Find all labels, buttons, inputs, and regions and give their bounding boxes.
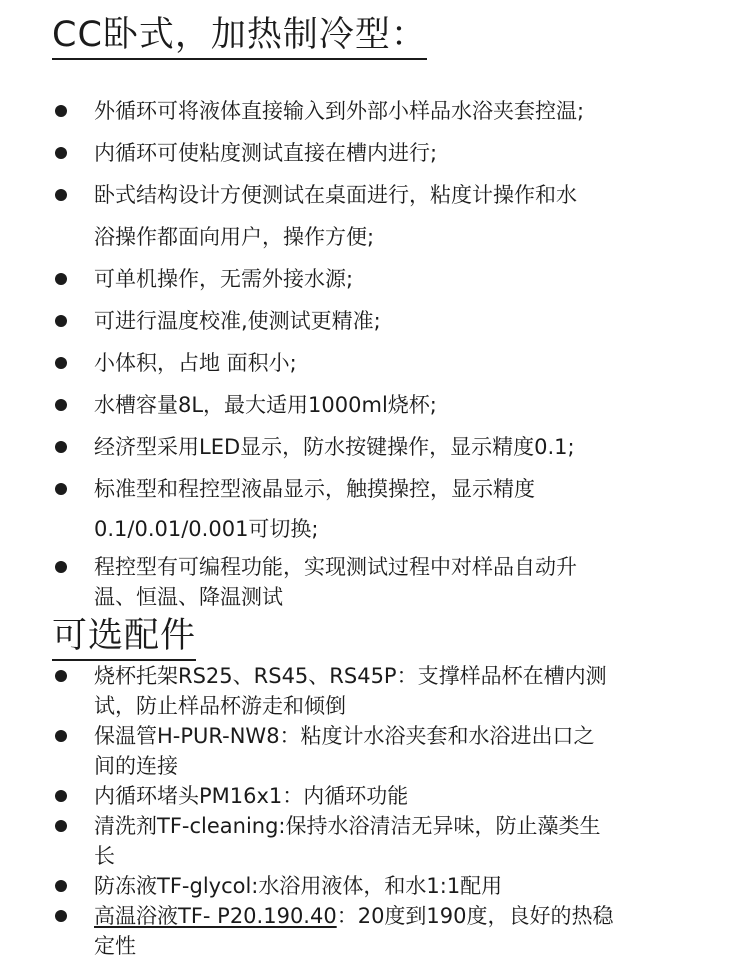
feature-text-line: 可进行温度校准,使测试更精准; bbox=[94, 309, 381, 333]
bullet-icon bbox=[55, 880, 67, 892]
accessory-text-line: 防冻液TF-glycol:水浴用液体，和水1:1配用 bbox=[94, 874, 503, 898]
feature-item bbox=[0, 258, 694, 300]
accessory-text-line: 长 bbox=[94, 844, 115, 868]
bullet-icon bbox=[55, 820, 67, 832]
bullet-icon bbox=[55, 147, 67, 159]
feature-text-line: 卧式结构设计方便测试在桌面进行，粘度计操作和水 bbox=[94, 183, 577, 207]
feature-text-line: 水槽容量8L，最大适用1000ml烧杯; bbox=[94, 393, 437, 417]
feature-text-line: 外循环可将液体直接输入到外部小样品水浴夹套控温; bbox=[94, 99, 585, 123]
bullet-icon bbox=[55, 273, 67, 285]
feature-text-line: 可单机操作，无需外接水源; bbox=[94, 267, 354, 291]
bullet-icon bbox=[55, 561, 67, 573]
accessory-text-line: 内循环堵头PM16x1：内循环功能 bbox=[94, 784, 409, 808]
feature-text-line: 0.1/0.01/0.001可切换; bbox=[94, 517, 319, 541]
accessory-text-line: 保温管H-PUR-NW8：粘度计水浴夹套和水浴进出口之 bbox=[94, 724, 595, 748]
bullet-icon bbox=[55, 483, 67, 495]
bullet-icon bbox=[55, 399, 67, 411]
bullet-icon bbox=[55, 790, 67, 802]
bullet-icon bbox=[55, 910, 67, 922]
accessory-item bbox=[0, 811, 694, 871]
bullet-icon bbox=[55, 670, 67, 682]
bullet-icon bbox=[55, 441, 67, 453]
accessory-item bbox=[0, 661, 694, 721]
feature-text-line: 内循环可使粘度测试直接在槽内进行; bbox=[94, 141, 438, 165]
feature-text-line: 温、恒温、降温测试 bbox=[94, 585, 283, 609]
features-list bbox=[0, 90, 694, 612]
accessory-text-line: 清洗剂TF-cleaning:保持水浴清洁无异味，防止藻类生 bbox=[94, 814, 601, 838]
bullet-icon bbox=[55, 189, 67, 201]
accessory-item bbox=[0, 871, 694, 901]
feature-item bbox=[0, 426, 694, 468]
feature-item bbox=[0, 384, 694, 426]
feature-item bbox=[0, 174, 694, 258]
feature-item bbox=[0, 90, 694, 132]
feature-item bbox=[0, 552, 694, 612]
feature-text-line: 程控型有可编程功能，实现测试过程中对样品自动升 bbox=[94, 555, 577, 579]
accessory-item bbox=[0, 721, 694, 781]
features-section-title: CC卧式，加热制冷型： bbox=[52, 14, 427, 60]
feature-item bbox=[0, 132, 694, 174]
feature-item bbox=[0, 300, 694, 342]
bullet-icon bbox=[55, 730, 67, 742]
accessory-text-line: 烧杯托架RS25、RS45、RS45P：支撑样品杯在槽内测 bbox=[94, 664, 607, 688]
bullet-icon bbox=[55, 105, 67, 117]
accessory-description: ：20度到190度，良好的热稳 bbox=[336, 904, 614, 928]
accessory-text-line bbox=[94, 901, 694, 931]
feature-text-line: 小体积，占地 面积小; bbox=[94, 351, 297, 375]
accessory-product-code: 高温浴液TF- P20.190.40 bbox=[94, 904, 337, 928]
feature-item bbox=[0, 468, 694, 548]
feature-text-line: 经济型采用LED显示，防水按键操作，显示精度0.1; bbox=[94, 435, 575, 459]
accessory-text-line: 试，防止样品杯游走和倾倒 bbox=[94, 694, 346, 718]
accessories-section-title: 可选配件 bbox=[52, 615, 196, 661]
feature-text-line: 标准型和程控型液晶显示，触摸操控，显示精度 bbox=[94, 477, 535, 501]
feature-text-line: 浴操作都面向用户，操作方便; bbox=[94, 225, 375, 249]
bullet-icon bbox=[55, 357, 67, 369]
accessory-text-line: 定性 bbox=[94, 934, 136, 958]
feature-item bbox=[0, 342, 694, 384]
accessories-list bbox=[0, 661, 694, 961]
bullet-icon bbox=[55, 315, 67, 327]
accessory-text-line: 间的连接 bbox=[94, 754, 178, 778]
accessory-item bbox=[0, 781, 694, 811]
accessory-item bbox=[0, 901, 694, 961]
